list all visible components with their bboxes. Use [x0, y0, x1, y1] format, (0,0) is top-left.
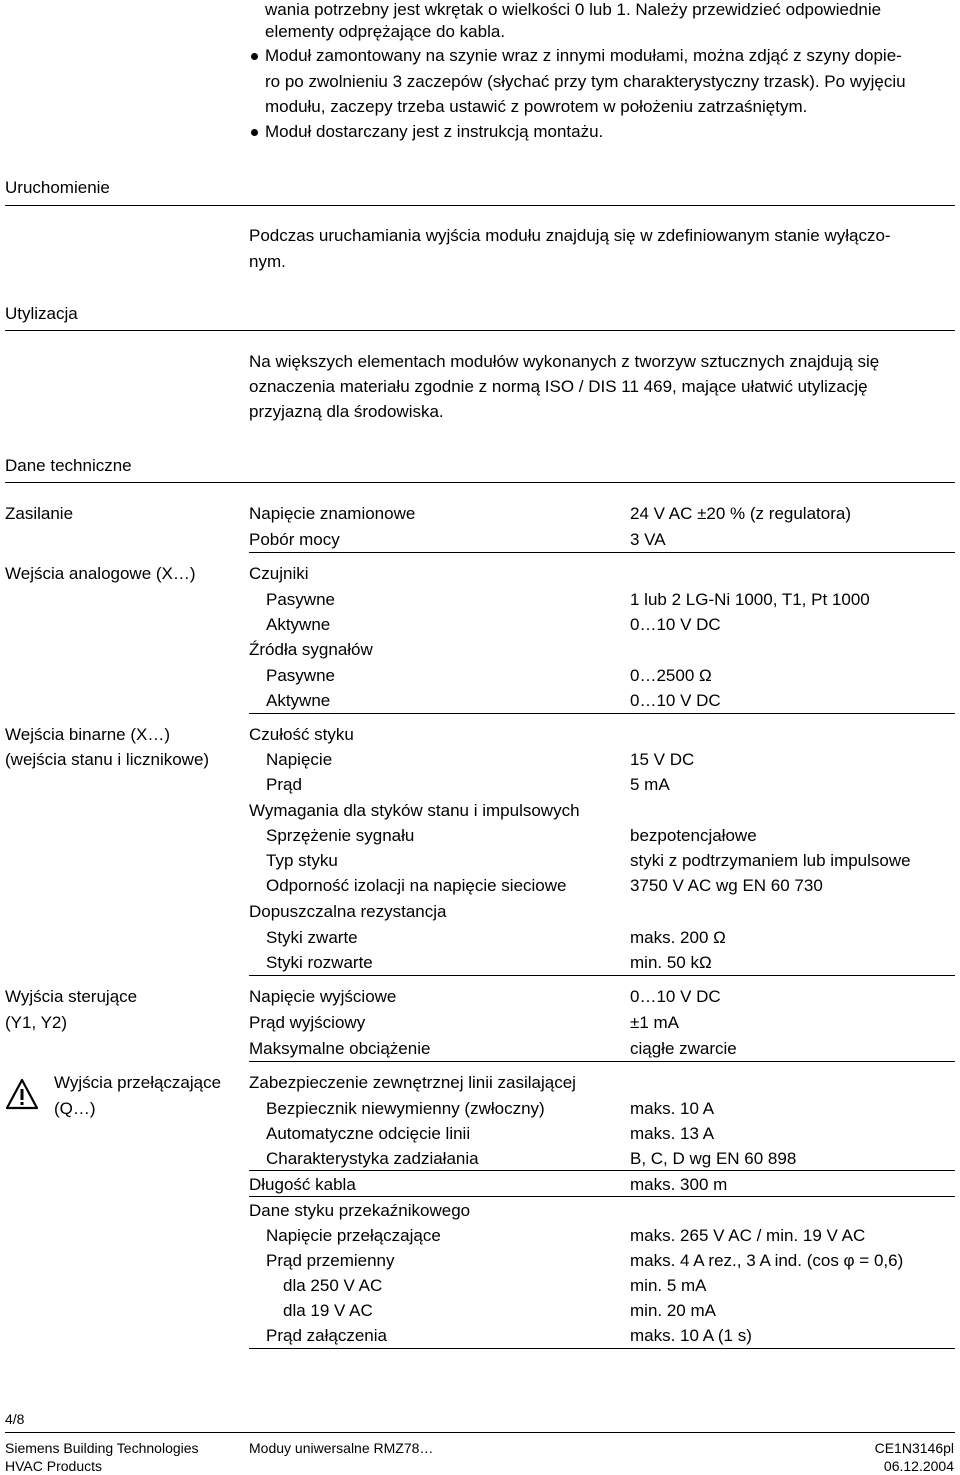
group-divider: [249, 1196, 955, 1197]
spec-value: 0…10 V DC: [630, 691, 721, 710]
spec-value: ±1 mA: [630, 1013, 680, 1032]
spec-label: Napięcie: [266, 750, 333, 769]
section-heading-uruchomienie: Uruchomienie: [5, 178, 110, 197]
intro-line-2: elementy odprężające do kabla.: [265, 22, 506, 41]
footer-date: 06.12.2004: [883, 1458, 954, 1474]
spec-value: maks. 200 Ω: [630, 928, 726, 947]
warning-triangle-icon: [5, 1078, 39, 1110]
spec-label: Dopuszczalna rezystancja: [249, 902, 447, 921]
spec-value: 1 lub 2 LG-Ni 1000, T1, Pt 1000: [630, 590, 870, 609]
spec-value: maks. 265 V AC / min. 19 V AC: [630, 1226, 866, 1245]
footer-doc-id: CE1N3146pl: [874, 1440, 954, 1456]
spec-label: Odporność izolacji na napięcie sieciowe: [266, 876, 567, 895]
group-label-binarne: Wejścia binarne (X…): [5, 725, 171, 744]
spec-label: Prąd wyjściowy: [249, 1013, 366, 1032]
spec-label: Napięcie znamionowe: [249, 504, 416, 523]
spec-label: Prąd załączenia: [266, 1326, 387, 1345]
spec-value: 0…10 V DC: [630, 615, 721, 634]
page-number: 4/8: [5, 1411, 25, 1427]
group-label-sterujace: Wyjścia sterujące: [5, 987, 138, 1006]
spec-value: maks. 4 A rez., 3 A ind. (cos φ = 0,6): [630, 1251, 904, 1270]
footer-title: Moduy uniwersalne RMZ78…: [249, 1440, 434, 1456]
uruchomienie-line-2: nym.: [249, 252, 286, 271]
spec-label: Charakterystyka zadziałania: [266, 1149, 479, 1168]
spec-value: maks. 13 A: [630, 1124, 715, 1143]
spec-label: Prąd: [266, 775, 302, 794]
spec-value: ciągłe zwarcie: [630, 1039, 737, 1058]
group-divider: [249, 1061, 955, 1062]
intro-line-1: wania potrzebny jest wkrętak o wielkości 0 lub 1. Należy przewidzieć odpowiednie: [265, 0, 882, 19]
group-label-przelaczajace-sub: (Q…): [54, 1099, 96, 1118]
section-heading-dane-techniczne: Dane techniczne: [5, 456, 132, 475]
spec-value: min. 20 mA: [630, 1301, 716, 1320]
spec-value: 0…2500 Ω: [630, 666, 712, 685]
spec-label: Czułość styku: [249, 725, 354, 744]
spec-label: Maksymalne obciążenie: [249, 1039, 431, 1058]
spec-label: Zabezpieczenie zewnętrznej linii zasilającej: [249, 1073, 576, 1092]
uruchomienie-line-1: Podczas uruchamiania wyjścia modułu znajdują się w zdefiniowanym stanie wyłączo-: [249, 226, 891, 245]
group-label-sterujace-sub: (Y1, Y2): [5, 1013, 68, 1032]
spec-label: Bezpiecznik niewymienny (zwłoczny): [266, 1099, 545, 1118]
spec-label: Styki zwarte: [266, 928, 358, 947]
section-divider: [5, 205, 955, 206]
spec-value: 0…10 V DC: [630, 987, 721, 1006]
group-label-przelaczajace: Wyjścia przełączające: [54, 1073, 222, 1092]
spec-value: maks. 10 A (1 s): [630, 1326, 752, 1345]
footer-division: HVAC Products: [5, 1458, 102, 1474]
group-divider: [249, 713, 955, 714]
spec-value: 5 mA: [630, 775, 670, 794]
group-divider: [249, 975, 955, 976]
section-divider: [5, 330, 955, 331]
group-label-binarne-sub: (wejścia stanu i licznikowe): [5, 750, 210, 769]
section-heading-utylizacja: Utylizacja: [5, 304, 78, 323]
spec-label: Aktywne: [266, 691, 331, 710]
utylizacja-line-2: oznaczenia materiału zgodnie z normą ISO / DIS 11 469, mające ułatwić utylizację: [249, 377, 868, 396]
spec-value: min. 50 kΩ: [630, 953, 712, 972]
spec-value: bezpotencjałowe: [630, 826, 757, 845]
spec-value: styki z podtrzymaniem lub impulsowe: [630, 851, 911, 870]
utylizacja-line-3: przyjazną dla środowiska.: [249, 402, 444, 421]
spec-label: Dane styku przekaźnikowego: [249, 1201, 471, 1220]
spec-label: Czujniki: [249, 564, 309, 583]
section-divider: [5, 482, 955, 483]
intro-line-4: ro po zwolnieniu 3 zaczepów (słychać przy tym charakterystyczny trzask). Po wyjęciu: [265, 72, 906, 91]
spec-label: Pasywne: [266, 666, 335, 685]
group-divider: [249, 1348, 955, 1349]
spec-value: min. 5 mA: [630, 1276, 707, 1295]
group-divider: [249, 1170, 955, 1171]
spec-label: Napięcie przełączające: [266, 1226, 441, 1245]
spec-label: Prąd przemienny: [266, 1251, 395, 1270]
spec-label: Automatyczne odcięcie linii: [266, 1124, 471, 1143]
footer-company: Siemens Building Technologies: [5, 1440, 199, 1456]
spec-value: 15 V DC: [630, 750, 695, 769]
spec-label: Styki rozwarte: [266, 953, 373, 972]
spec-label: dla 19 V AC: [283, 1301, 373, 1320]
spec-label: Źródła sygnałów: [249, 640, 373, 659]
group-label-analog: Wejścia analogowe (X…): [5, 564, 196, 583]
spec-label: Napięcie wyjściowe: [249, 987, 397, 1006]
spec-label: Pasywne: [266, 590, 335, 609]
spec-value: maks. 300 m: [630, 1175, 728, 1194]
spec-label: Długość kabla: [249, 1175, 356, 1194]
bullet-icon: [251, 129, 258, 136]
spec-label: Sprzężenie sygnału: [266, 826, 415, 845]
spec-value: 3750 V AC wg EN 60 730: [630, 876, 823, 895]
bullet-icon: [251, 53, 258, 60]
spec-value: 3 VA: [630, 530, 666, 549]
footer-divider: [5, 1432, 955, 1433]
utylizacja-line-1: Na większych elementach modułów wykonanych z tworzyw sztucznych znajdują się: [249, 352, 880, 371]
spec-label: dla 250 V AC: [283, 1276, 383, 1295]
intro-line-5: modułu, zaczepy trzeba ustawić z powrotem w położeniu zatrzaśniętym.: [265, 97, 808, 116]
intro-line-6: Moduł dostarczany jest z instrukcją montażu.: [265, 122, 604, 141]
intro-line-3: Moduł zamontowany na szynie wraz z innymi modułami, można zdjąć z szyny dopie-: [265, 46, 902, 65]
spec-label: Wymagania dla styków stanu i impulsowych: [249, 801, 580, 820]
spec-value: maks. 10 A: [630, 1099, 715, 1118]
spec-label: Aktywne: [266, 615, 331, 634]
group-divider: [249, 552, 955, 553]
group-label-zasilanie: Zasilanie: [5, 504, 74, 523]
spec-label: Typ styku: [266, 851, 338, 870]
spec-label: Pobór mocy: [249, 530, 340, 549]
spec-value: 24 V AC ±20 % (z regulatora): [630, 504, 851, 523]
spec-value: B, C, D wg EN 60 898: [630, 1149, 797, 1168]
